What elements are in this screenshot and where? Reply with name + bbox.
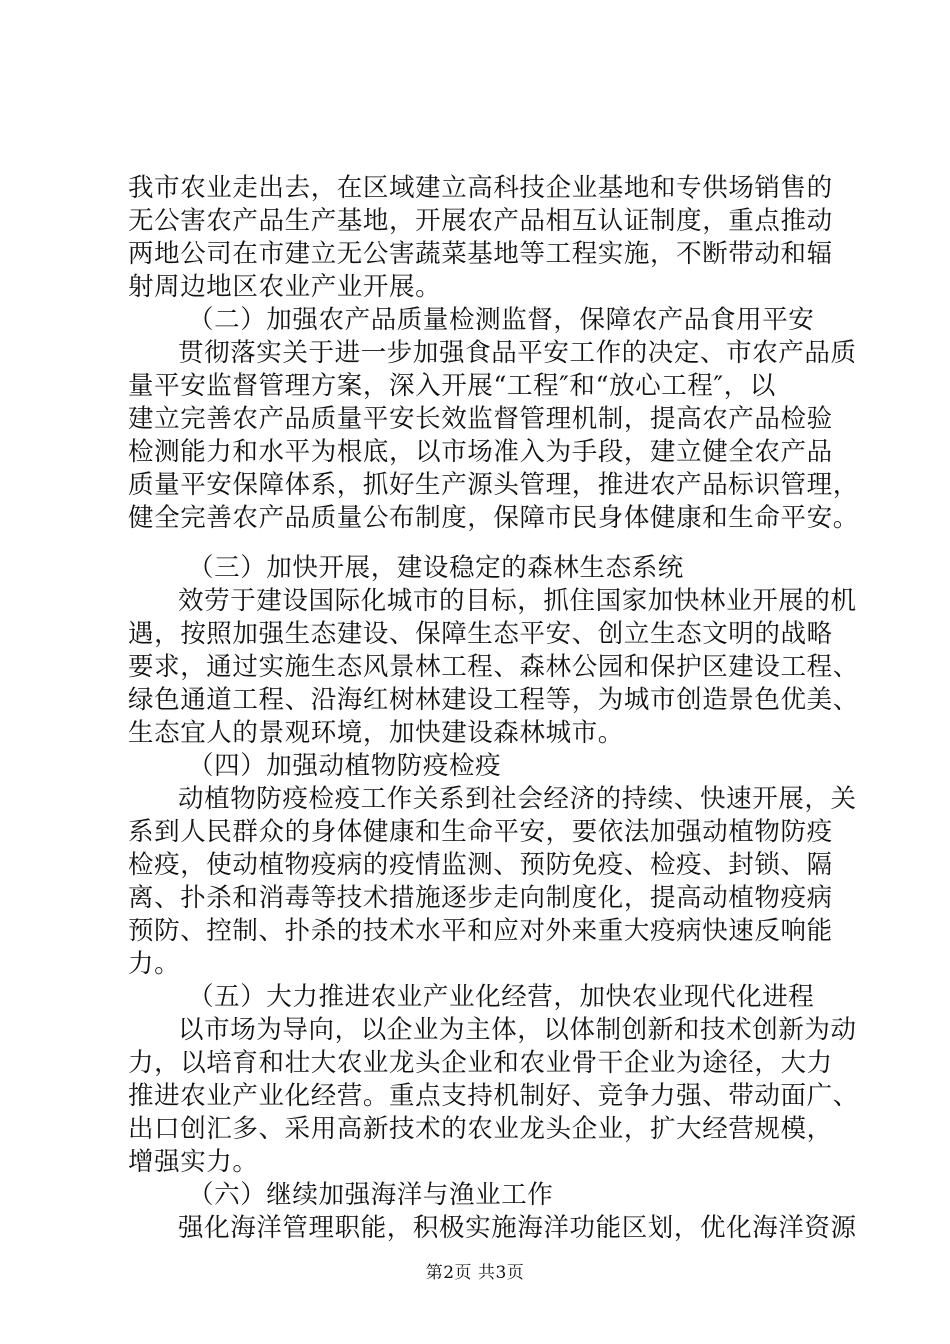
body-text-line: 两地公司在市建立无公害蔬菜基地等工程实施，不断带动和辐 (128, 239, 833, 269)
body-text-line: 质量平安保障体系，抓好生产源头管理，推进农产品标识管理， (128, 470, 859, 500)
body-text-line: 无公害农产品生产基地，开展农产品相互认证制度，重点推动 (128, 206, 833, 236)
body-text-line: 绿色通道工程、沿海红树林建设工程等，为城市创造景色优美、 (128, 685, 859, 715)
section-heading-6: （六）继续加强海洋与渔业工作 (188, 1180, 554, 1210)
body-text-line: 动植物防疫检疫工作关系到社会经济的持续、快速开展，关 (178, 784, 857, 814)
body-text-line: 力，以培育和壮大农业龙头企业和农业骨干企业为途径，大力 (128, 1048, 833, 1078)
body-text-line: 增强实力。 (128, 1147, 259, 1177)
body-text-line: 推进农业产业化经营。重点支持机制好、竞争力强、带动面广、 (128, 1081, 859, 1111)
body-text-line: 贯彻落实关于进一步加强食品平安工作的决定、市农产品质 (178, 338, 857, 368)
body-text-line: 量平安监督管理方案，深入开展“工程″和“放心工程″，以 (128, 371, 776, 401)
body-text-line: 我市农业走出去，在区域建立高科技企业基地和专供场销售的 (128, 173, 833, 203)
body-text-line: 健全完善农产品质量公布制度，保障市民身体健康和生命平安。 (128, 503, 859, 533)
body-text-line: 系到人民群众的身体健康和生命平安，要依法加强动植物防疫 (128, 817, 833, 847)
body-text-line: 检疫，使动植物疫病的疫情监测、预防免疫、检疫、封锁、隔 (128, 850, 833, 880)
page-footer: 第2页 共3页 (425, 1263, 525, 1283)
body-text-line: 要求，通过实施生态风景林工程、森林公园和保护区建设工程、 (128, 652, 859, 682)
body-text-line: 射周边地区农业产业开展。 (128, 272, 442, 302)
body-text-line: 力。 (128, 949, 181, 979)
section-heading-5: （五）大力推进农业产业化经营，加快农业现代化进程 (188, 982, 815, 1012)
section-heading-2: （二）加强农产品质量检测监督，保障农产品食用平安 (188, 305, 815, 335)
section-heading-4: （四）加强动植物防疫检疫 (188, 751, 502, 781)
body-text-line: 以市场为导向，以企业为主体，以体制创新和技术创新为动 (178, 1015, 857, 1045)
body-text-line: 效劳于建设国际化城市的目标，抓住国家加快林业开展的机 (178, 586, 857, 616)
body-text-line: 离、扑杀和消毒等技术措施逐步走向制度化，提高动植物疫病 (128, 883, 833, 913)
body-text-line: 强化海洋管理职能，积极实施海洋功能区划，优化海洋资源 (178, 1213, 857, 1243)
body-text-line: 检测能力和水平为根底，以市场准入为手段，建立健全农产品 (128, 437, 833, 467)
body-text-line: 遇，按照加强生态建设、保障生态平安、创立生态文明的战略 (128, 619, 833, 649)
section-heading-3: （三）加快开展，建设稳定的森林生态系统 (188, 553, 684, 583)
body-text-line: 生态宜人的景观环境，加快建设森林城市。 (128, 718, 624, 748)
body-text-line: 建立完善农产品质量平安长效监督管理机制，提高农产品检验 (128, 404, 833, 434)
body-text-line: 预防、控制、扑杀的技术水平和应对外来重大疫病快速反响能 (128, 916, 833, 946)
body-text-line: 出口创汇多、采用高新技术的农业龙头企业，扩大经营规模， (128, 1114, 833, 1144)
